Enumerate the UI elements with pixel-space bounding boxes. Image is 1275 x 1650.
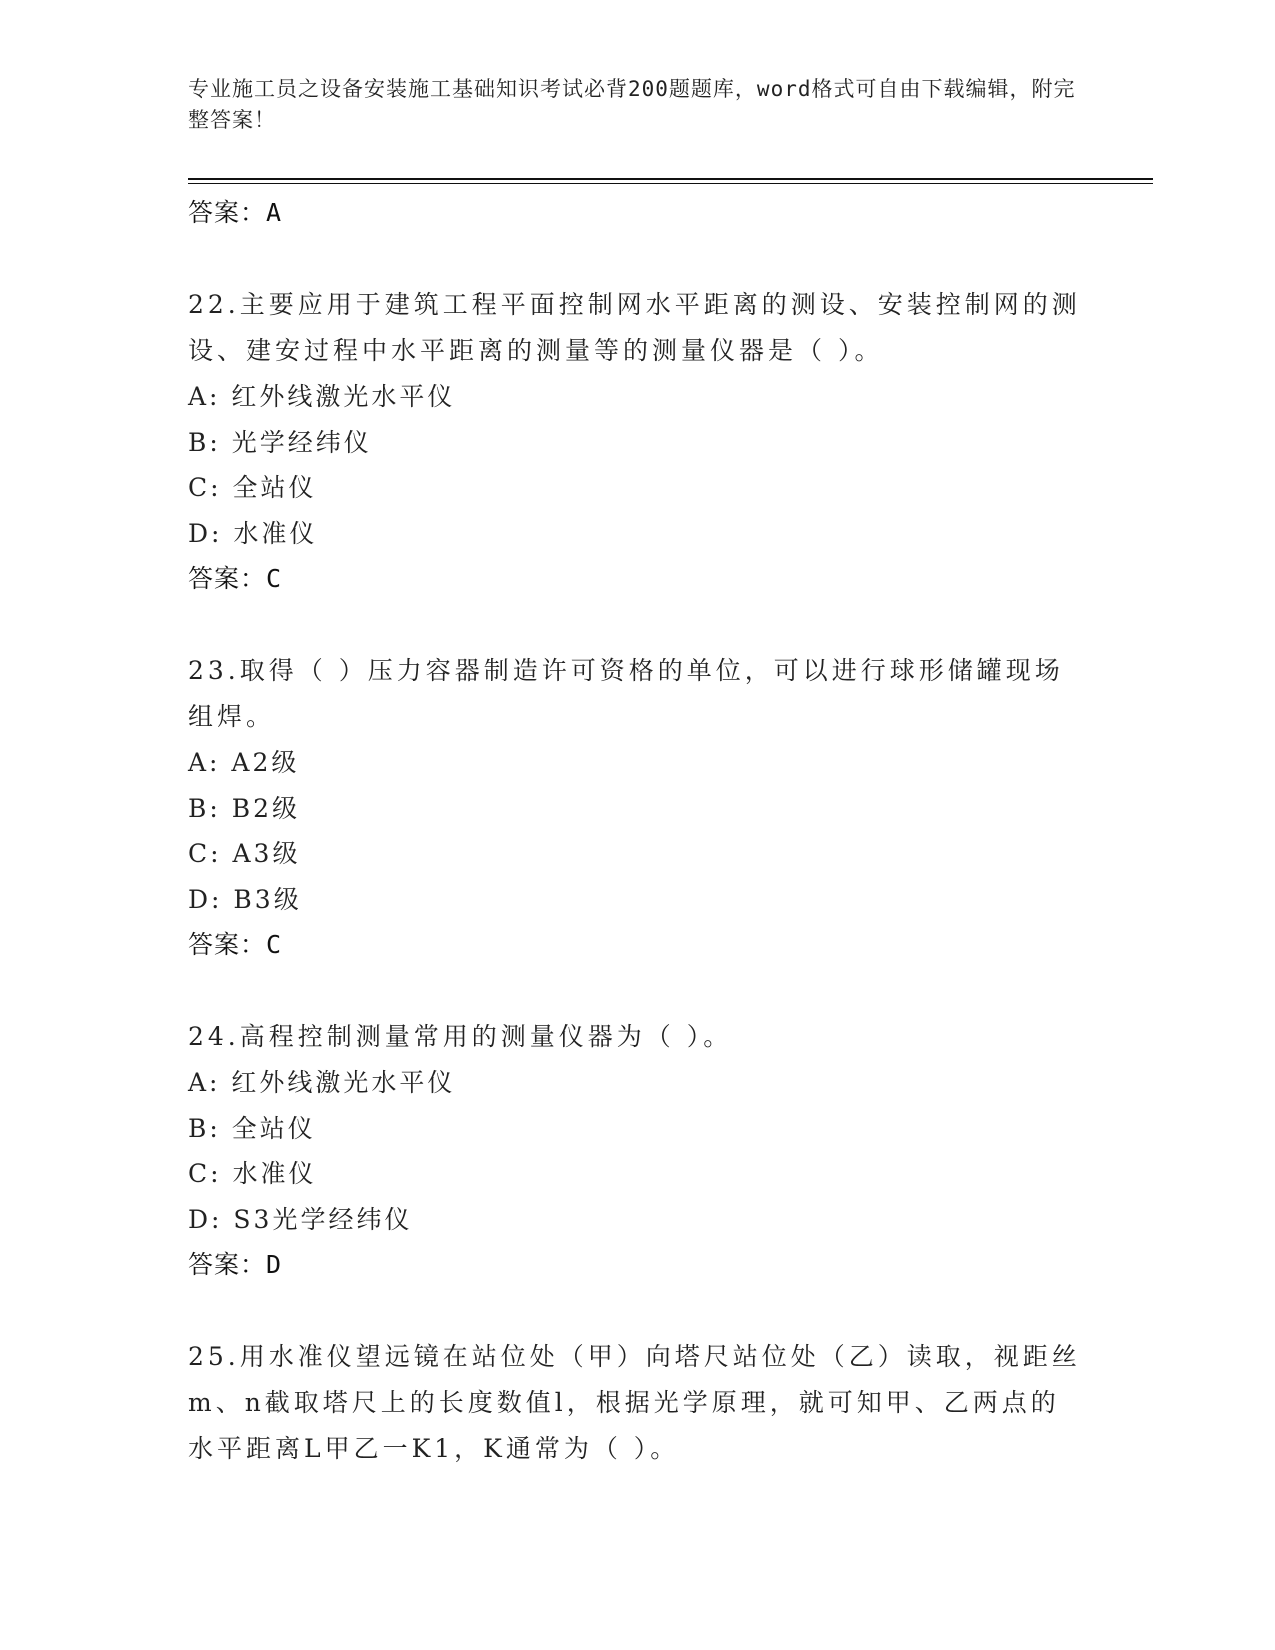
question-answer: 答案：D [188,1250,283,1279]
question-text: 25.用水准仪望远镜在站位处（甲）向塔尺站位处（乙）读取，视距丝m、n截取塔尺上的长度数值l，根据光学原理，就可知甲、乙两点的水平距离L甲乙一K1，K通常为（ ）。 [188,1342,1081,1463]
question-23 [188,648,1088,967]
header-divider-thin [188,183,1153,184]
question-text: 24.高程控制测量常用的测量仪器为（ ）。 [188,1022,733,1051]
option-d: D: S3光学经纬仪 [188,1204,413,1234]
option-c: C: A3级 [188,839,301,868]
header-divider-thick [188,178,1153,180]
option-a: A: A2级 [188,748,300,777]
question-25 [188,1334,1088,1472]
question-text: 22.主要应用于建筑工程平面控制网水平距离的测设、安装控制网的测设、建安过程中水平距离的测量等的测量仪器是（ ）。 [188,290,1081,365]
question-text: 23.取得（ ）压力容器制造许可资格的单位，可以进行球形储罐现场组焊。 [188,656,1064,731]
option-c: C: 全站仪 [188,473,317,502]
question-answer: 答案：C [188,930,283,959]
option-c: C: 水准仪 [188,1159,317,1188]
question-24 [188,1014,1088,1287]
option-a: A: 红外线激光水平仪 [188,1068,456,1097]
option-b: B: 光学经纬仪 [188,427,372,457]
option-a: A: 红外线激光水平仪 [188,382,456,411]
option-d: D: 水准仪 [188,518,318,548]
question-22 [188,282,1088,601]
previous-answer: 答案：A [188,198,283,227]
document-content [188,190,1088,1472]
option-b: B: B2级 [188,793,301,823]
option-b: B: 全站仪 [188,1113,316,1143]
option-d: D: B3级 [188,884,302,914]
document-header-title: 专业施工员之设备安装施工基础知识考试必背200题题库，word格式可自由下载编辑，附完整答案！ [188,77,1076,132]
question-answer: 答案：C [188,564,283,593]
